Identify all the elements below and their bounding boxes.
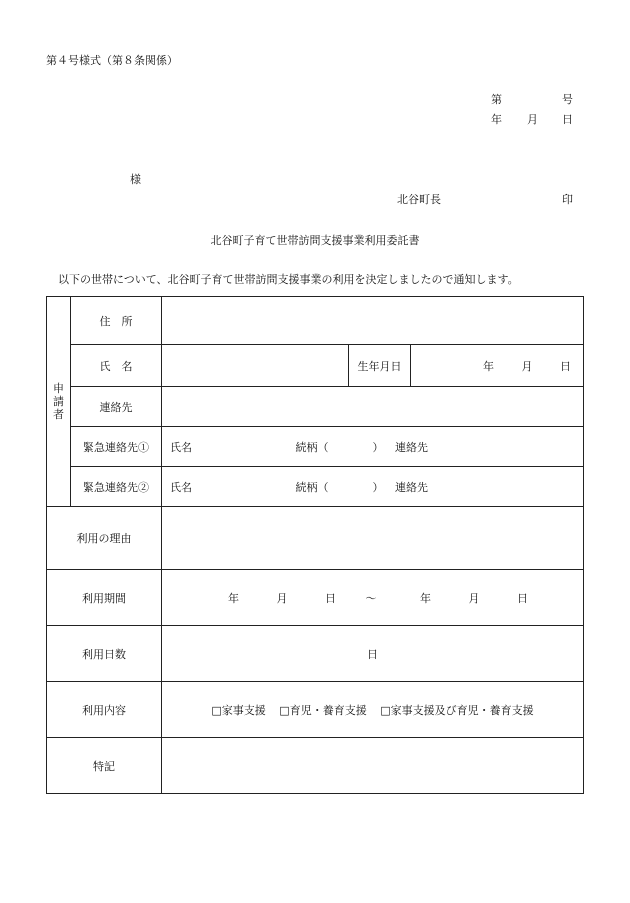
row-notes xyxy=(47,738,584,794)
emergency2-name: 氏名 xyxy=(170,480,192,494)
emergency2-relation: 続柄（ ） xyxy=(295,480,384,494)
number-suffix: 号 xyxy=(562,93,573,106)
issuer: 北谷町長 xyxy=(397,193,441,206)
form-table xyxy=(46,296,584,794)
date-year: 年 xyxy=(491,113,502,126)
row-reason xyxy=(47,507,584,570)
emergency2-field[interactable] xyxy=(162,467,584,507)
period-field[interactable] xyxy=(162,570,584,626)
notes-label: 特記 xyxy=(47,738,162,794)
birth-year: 年 xyxy=(483,359,494,373)
row-name xyxy=(47,345,584,387)
emergency2-contact: 連絡先 xyxy=(395,480,428,494)
intro-text: 以下の世帯について、北谷町子育て世帯訪問支援事業の利用を決定しましたので通知します。 xyxy=(58,273,519,286)
period-end-day: 日 xyxy=(517,591,528,605)
form-code: 第４号様式（第８条関係） xyxy=(46,54,178,67)
row-emergency2 xyxy=(47,467,584,507)
option-childcare[interactable]: □育児・養育支援 xyxy=(279,703,367,717)
option-housework[interactable]: □家事支援 xyxy=(211,703,266,717)
days-unit: 日 xyxy=(367,647,378,661)
period-tilde: 〜 xyxy=(365,591,377,605)
addressee-suffix: 様 xyxy=(130,173,141,186)
row-content xyxy=(47,682,584,738)
period-start-year: 年 xyxy=(228,591,239,605)
content-label: 利用内容 xyxy=(47,682,162,738)
number-prefix: 第 xyxy=(491,93,502,106)
birth-month: 月 xyxy=(521,359,533,373)
name-field[interactable] xyxy=(162,345,349,387)
address-field[interactable] xyxy=(162,297,584,345)
period-start-day: 日 xyxy=(325,591,336,605)
period-end-month: 月 xyxy=(468,591,480,605)
period-end-year: 年 xyxy=(420,591,431,605)
birthdate-field[interactable] xyxy=(411,345,584,387)
days-label: 利用日数 xyxy=(47,626,162,682)
date-day: 日 xyxy=(562,113,573,126)
name-label: 氏 名 xyxy=(71,345,162,387)
emergency1-relation: 続柄（ ） xyxy=(295,440,384,454)
reason-label: 利用の理由 xyxy=(47,507,162,570)
content-field xyxy=(162,682,584,738)
row-days xyxy=(47,626,584,682)
row-address xyxy=(47,297,584,345)
document-title: 北谷町子育て世帯訪問支援事業利用委託書 xyxy=(210,234,420,247)
row-emergency1 xyxy=(47,427,584,467)
row-period xyxy=(47,570,584,626)
contact-label: 連絡先 xyxy=(71,387,162,427)
row-contact xyxy=(47,387,584,427)
address-label: 住 所 xyxy=(71,297,162,345)
emergency1-contact: 連絡先 xyxy=(395,440,428,454)
option-both[interactable]: □家事支援及び育児・養育支援 xyxy=(380,703,534,717)
emergency1-field[interactable] xyxy=(162,427,584,467)
period-label: 利用期間 xyxy=(47,570,162,626)
emergency2-label: 緊急連絡先② xyxy=(71,467,162,507)
birthdate-label: 生年月日 xyxy=(349,345,411,387)
period-start-month: 月 xyxy=(276,591,288,605)
applicant-label: 申請者 xyxy=(47,297,71,507)
emergency1-name: 氏名 xyxy=(170,440,192,454)
notes-field[interactable] xyxy=(162,738,584,794)
reason-field[interactable] xyxy=(162,507,584,570)
seal-mark: 印 xyxy=(562,193,573,206)
birth-day: 日 xyxy=(560,359,571,373)
contact-field[interactable] xyxy=(162,387,584,427)
date-month: 月 xyxy=(527,113,538,126)
emergency1-label: 緊急連絡先① xyxy=(71,427,162,467)
days-field[interactable] xyxy=(162,626,584,682)
